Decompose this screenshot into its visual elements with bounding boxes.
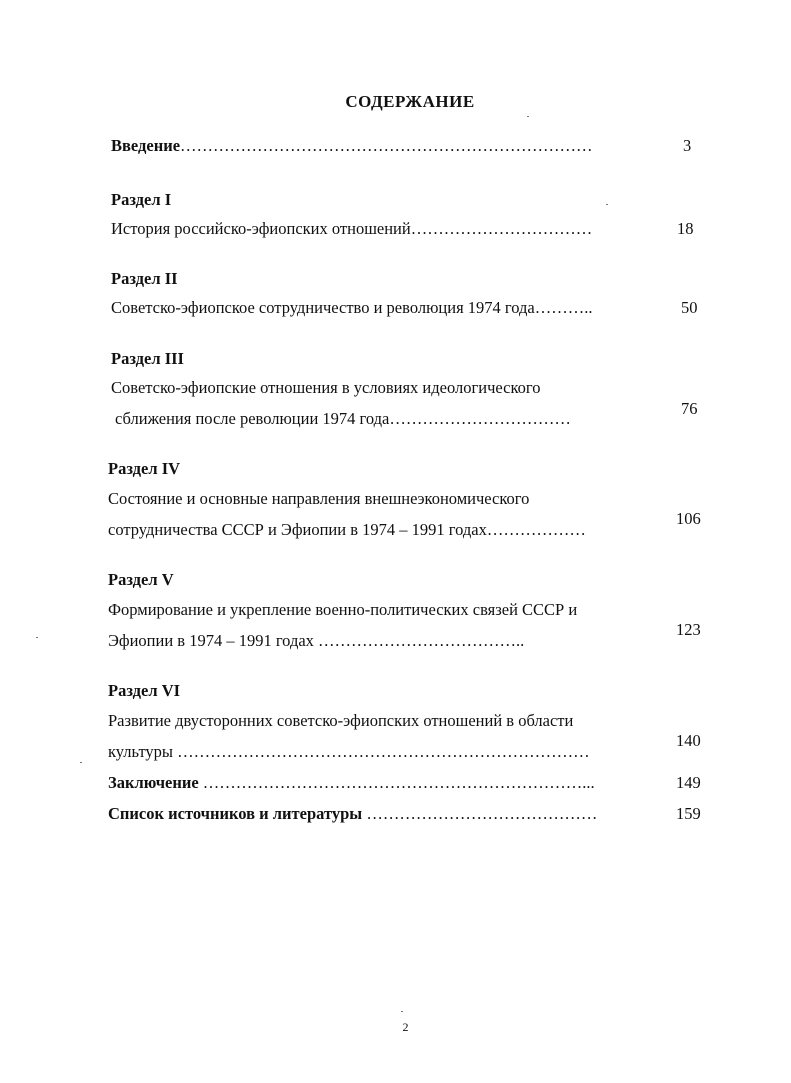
section-5-title-line2 [108, 631, 524, 651]
scan-speck [606, 204, 608, 205]
toc-entry-intro [111, 136, 593, 156]
scan-speck [401, 1011, 403, 1012]
section-5-page-number: 123 [676, 620, 701, 639]
section-2-title-text: Советско-эфиопское сотрудничество и революция 1974 года [111, 298, 535, 317]
section-1-page-number: 18 [677, 219, 694, 238]
intro-page-number: 3 [683, 136, 692, 155]
conclusion-page-number: 149 [676, 773, 701, 792]
section-3-title-line1: Советско-эфиопские отношения в условиях идеологического [111, 378, 541, 397]
section-4-heading: Раздел IV [108, 459, 181, 478]
dot-leader: ………………………………………………………………… [180, 136, 593, 155]
page-number: 2 [402, 1020, 409, 1034]
section-3-heading: Раздел III [111, 349, 184, 368]
section-6-title-line2 [108, 742, 590, 762]
section-4-title-line1: Состояние и основные направления внешнеэкономического [108, 489, 530, 508]
section-6-page-number: 140 [676, 731, 701, 750]
section-2-heading: Раздел II [111, 269, 178, 288]
dot-leader: ………………………………………………………………… [173, 742, 590, 761]
dot-leader: ……….. [534, 298, 593, 317]
section-4-title-line2-text: сотрудничества СССР и Эфиопии в 1974 – 1991 годах [108, 520, 487, 539]
section-5-title-line1: Формирование и укрепление военно-политических связей СССР и [108, 600, 578, 619]
scan-speck [36, 637, 38, 638]
section-1-title-text: История российско-эфиопских отношений [111, 219, 411, 238]
section-3-title-line2 [115, 409, 571, 429]
dot-leader: …………………………… [389, 409, 571, 428]
dot-leader: ……………………………….. [313, 631, 525, 650]
section-2-title [111, 298, 593, 318]
section-6-title-line2-text: культуры [108, 742, 174, 761]
conclusion-label: Заключение [108, 773, 199, 792]
toc-entry-conclusion [108, 773, 595, 793]
section-5-heading: Раздел V [108, 570, 174, 589]
toc-entry-sources [108, 804, 597, 824]
dot-leader: …………………………………… [362, 804, 598, 823]
dot-leader: ……………………………………………………………... [198, 773, 595, 792]
section-2-page-number: 50 [681, 298, 698, 317]
section-3-title-line2-text: сближения после революции 1974 года [115, 409, 390, 428]
dot-leader: …………………………… [410, 219, 593, 238]
section-6-heading: Раздел VI [108, 681, 181, 700]
section-4-page-number: 106 [676, 509, 701, 528]
section-6-title-line1: Развитие двусторонних советско-эфиопских отношений в области [108, 711, 574, 730]
scan-speck [527, 116, 529, 117]
section-1-heading: Раздел I [111, 190, 172, 209]
section-5-title-line2-text: Эфиопии в 1974 – 1991 годах [108, 631, 314, 650]
intro-label: Введение [111, 136, 181, 155]
section-4-title-line2 [108, 520, 586, 540]
dot-leader: ……………… [486, 520, 586, 539]
toc-title: СОДЕРЖАНИЕ [345, 92, 475, 111]
sources-page-number: 159 [676, 804, 701, 823]
sources-label: Список источников и литературы [108, 804, 363, 823]
section-1-title [111, 219, 592, 239]
scan-speck [80, 762, 82, 763]
section-3-page-number: 76 [681, 399, 698, 418]
